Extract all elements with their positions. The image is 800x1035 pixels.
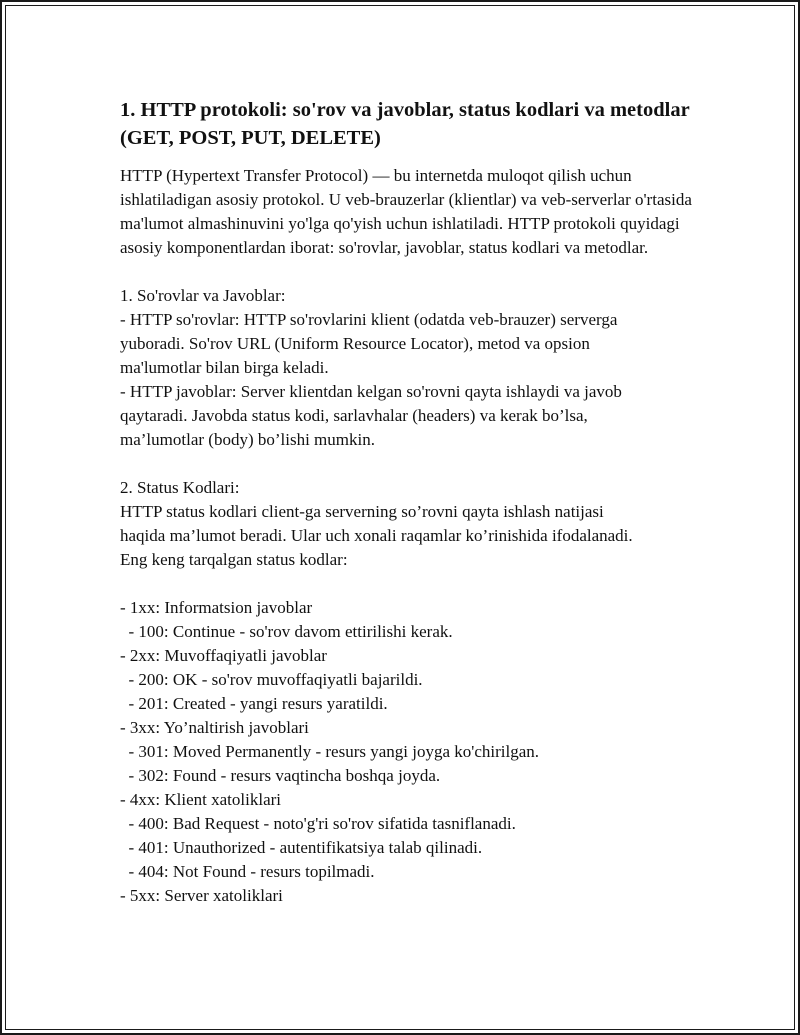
text-line: - 401: Unauthorized - autentifikatsiya talab qilinadi. (120, 838, 483, 857)
text-line: - HTTP so'rovlar: HTTP so'rovlarini klient (odatda veb-brauzer) serverga (120, 310, 618, 329)
document-body (120, 96, 720, 908)
text-line: - 4xx: Klient xatoliklari (120, 790, 281, 809)
text-line: - 301: Moved Permanently - resurs yangi joyga ko'chirilgan. (120, 742, 539, 761)
text-line: 1. So'rovlar va Javoblar: (120, 286, 286, 305)
text-line: ma'lumotlar bilan birga keladi. (120, 358, 329, 377)
text-line (120, 572, 720, 596)
text-line: - 5xx: Server xatoliklari (120, 886, 283, 905)
text-line: 2. Status Kodlari: (120, 478, 240, 497)
text-line: - 400: Bad Request - noto'g'ri so'rov sifatida tasniflanadi. (120, 814, 516, 833)
text-line (120, 452, 720, 476)
text-line: - 3xx: Yo’naltirish javoblari (120, 718, 309, 737)
text-line: - 100: Continue - so'rov davom ettirilishi kerak. (120, 622, 453, 641)
text-line: HTTP status kodlari client-ga serverning so’rovni qayta ishlash natijasi (120, 502, 604, 521)
body-lines (120, 260, 720, 908)
text-line: - 200: OK - so'rov muvoffaqiyatli bajarildi. (120, 670, 423, 689)
text-line: haqida ma’lumot beradi. Ular uch xonali raqamlar ko’rinishida ifodalanadi. (120, 526, 633, 545)
text-line: ma’lumotlar (body) bo’lishi mumkin. (120, 430, 375, 449)
text-line: - 201: Created - yangi resurs yaratildi. (120, 694, 388, 713)
document-title: 1. HTTP protokoli: so'rov va javoblar, status kodlari va metodlar (GET, POST, PUT, DELETE) (120, 99, 690, 149)
intro-paragraph: HTTP (Hypertext Transfer Protocol) — bu internetda muloqot qilish uchun ishlatiladigan asosiy protokol. U veb-brauzerlar (klientlar) va veb-serverlar o'rtasida ma'lumot almashinuvini yo'lga qo'yish uchun ishlatiladi. HTTP protokoli quyidagi asosiy komponentlardan iborat: so'rovlar, javoblar, status kodlari va metodlar. (120, 166, 692, 257)
text-line: - 404: Not Found - resurs topilmadi. (120, 862, 375, 881)
text-line: qaytaradi. Javobda status kodi, sarlavhalar (headers) va kerak bo’lsa, (120, 406, 588, 425)
text-line: Eng keng tarqalgan status kodlar: (120, 550, 348, 569)
text-line: - HTTP javoblar: Server klientdan kelgan so'rovni qayta ishlaydi va javob (120, 382, 622, 401)
text-line (120, 260, 720, 284)
text-line: yuboradi. So'rov URL (Uniform Resource Locator), metod va opsion (120, 334, 590, 353)
text-line: - 1xx: Informatsion javoblar (120, 598, 313, 617)
text-line: - 302: Found - resurs vaqtincha boshqa joyda. (120, 766, 441, 785)
text-line: - 2xx: Muvoffaqiyatli javoblar (120, 646, 327, 665)
